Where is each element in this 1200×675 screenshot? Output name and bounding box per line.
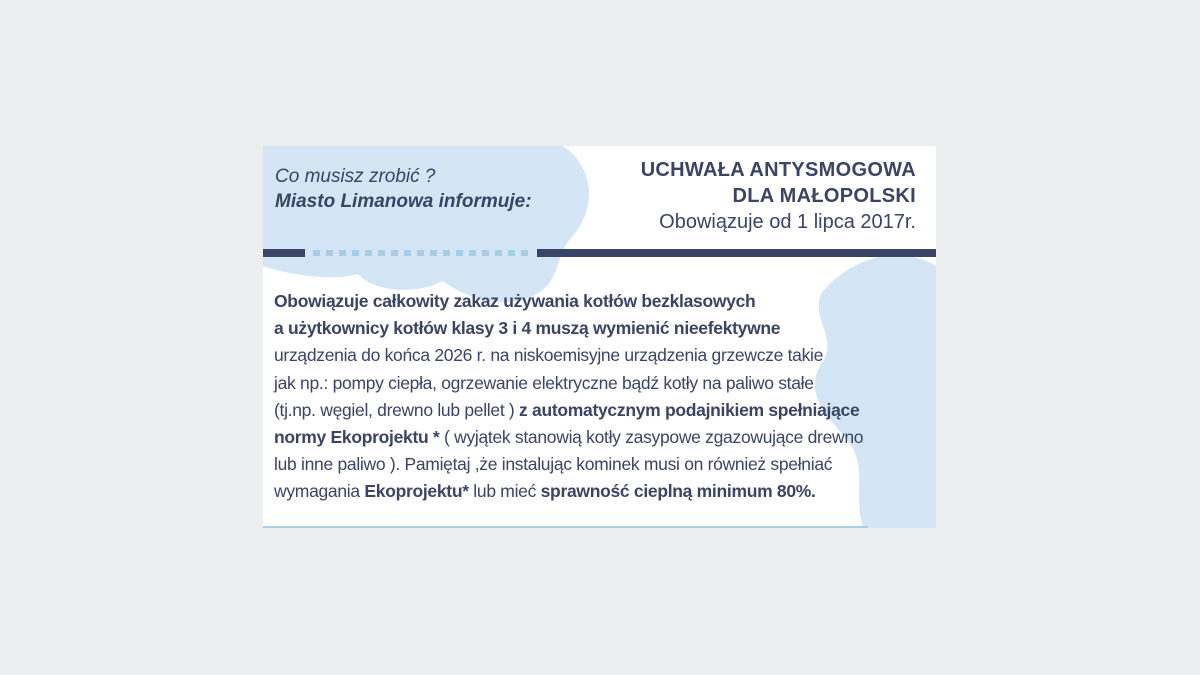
header-divider — [263, 249, 936, 257]
header-date: Obowiązuje od 1 lipca 2017r. — [659, 211, 916, 233]
header-question: Co musisz zrobić ? — [275, 166, 436, 187]
header-left — [275, 164, 532, 214]
body-bold-2: a użytkownicy kotłów klasy 3 i 4 muszą wymienić nieefektywne — [274, 318, 781, 339]
body-bold-6: z automatycznym podajnikiem spełniające — [519, 399, 860, 420]
body-bold-11: Ekoprojektu* — [364, 481, 469, 502]
header-city-info: Miasto Limanowa informuje: — [275, 191, 532, 212]
body-text-4: jak np.: pompy ciepła, ogrzewanie elektryczne bądź kotły na paliwo stałe — [274, 372, 814, 393]
body-text-5: (tj.np. węgiel, drewno lub pellet ) — [274, 399, 515, 420]
header-title-line2: DLA MAŁOPOLSKI — [732, 185, 916, 207]
body-text-9: lub inne paliwo ). Pamiętaj ,że instalując kominek musi on również spełniać — [274, 454, 833, 475]
body-text-12: lub mieć — [473, 481, 537, 502]
body-text-8: ( wyjątek stanowią kotły zasypowe zgazowujące drewno — [444, 427, 864, 448]
body-bold-1: Obowiązuje całkowity zakaz używania kotłów bezklasowych — [274, 291, 756, 311]
body-text-3: urządzenia do końca 2026 r. na niskoemisyjne urządzenia grzewcze takie — [274, 345, 824, 366]
body-text-10: wymagania — [274, 481, 360, 502]
header-right — [641, 157, 916, 235]
header-title-line1: UCHWAŁA ANTYSMOGOWA — [640, 159, 916, 181]
divider-dotted — [313, 250, 528, 256]
body-bold-7: normy Ekoprojektu * — [274, 427, 440, 448]
body-bold-13: sprawność cieplną minimum 80%. — [540, 481, 816, 502]
body-text — [274, 288, 924, 506]
divider-dark-left — [263, 249, 305, 257]
info-card — [263, 146, 936, 528]
divider-dark-right — [537, 249, 936, 257]
bottom-line — [263, 526, 868, 528]
